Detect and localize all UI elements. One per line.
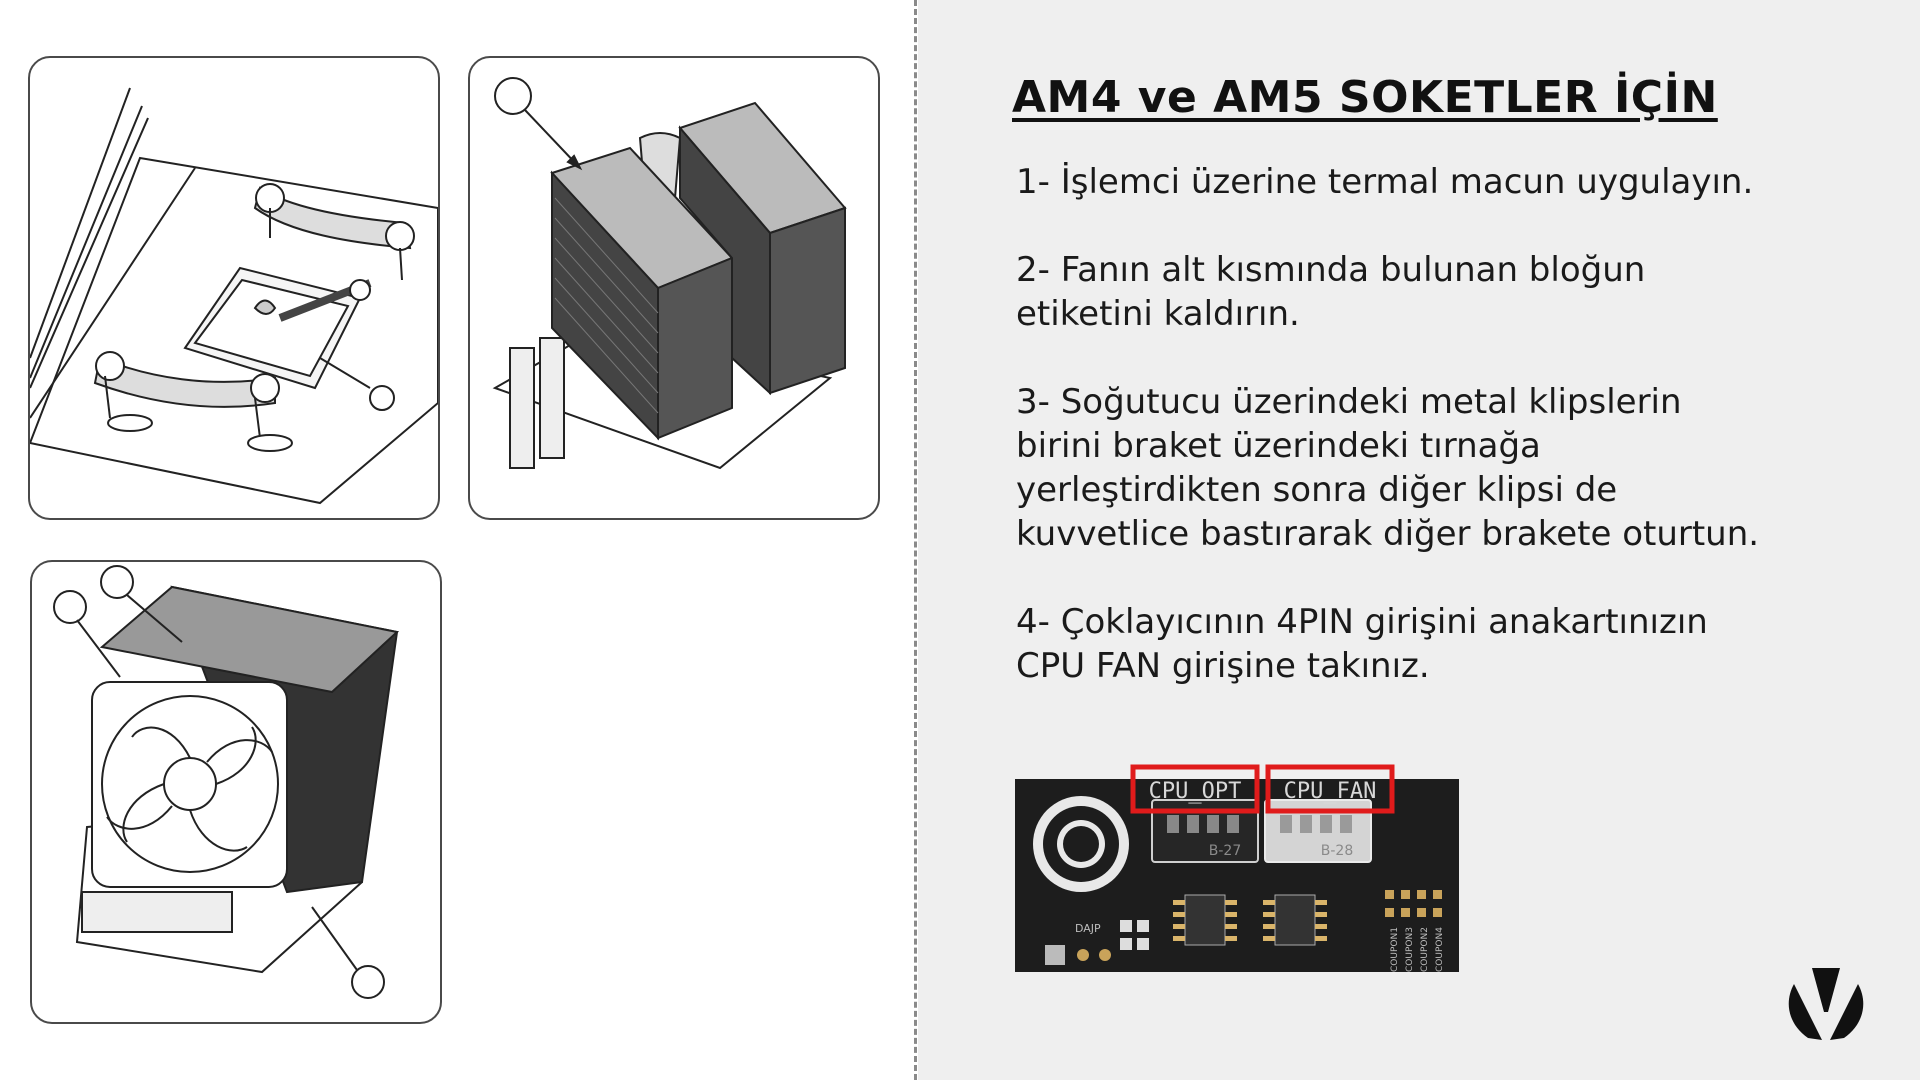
step-4: 4- Çoklayıcının 4PIN girişini anakartınızın CPU FAN girişine takınız.	[1016, 602, 1708, 686]
step1-illustration-panel	[28, 56, 440, 520]
thermal-paste-illustration	[30, 58, 438, 518]
step2-illustration-panel	[468, 56, 880, 520]
cpu-opt-label: CPU_OPT	[1148, 779, 1242, 804]
silk-coupon1: COUPON1	[1390, 927, 1400, 972]
step-2: 2- Fanın alt kısmında bulunan bloğun etiketini kaldırın.	[1016, 250, 1646, 334]
step-1: 1- İşlemci üzerine termal macun uygulayın.	[1016, 162, 1754, 202]
brand-logo-icon	[1782, 962, 1870, 1044]
silk-coupon3: COUPON3	[1405, 927, 1415, 972]
heatsink-illustration	[470, 58, 878, 518]
instruction-steps	[1016, 160, 1896, 732]
step-3: 3- Soğutucu üzerindeki metal klipslerin birini braket üzerindeki tırnağa yerleştirdikten sonra diğer klipsi de kuvvetlice bastırarak diğer brakete oturtun.	[1016, 382, 1760, 554]
silk-b27: B-27	[1208, 843, 1242, 859]
cooler-fan-illustration	[32, 562, 440, 1022]
step3-illustration-panel	[30, 560, 442, 1024]
cpu-fan-label: CPU_FAN	[1283, 779, 1377, 804]
page-title: AM4 ve AM5 SOKETLER İÇİN	[1012, 72, 1718, 123]
silk-coupon2: COUPON2	[1420, 927, 1430, 972]
dashed-divider	[914, 0, 917, 1080]
motherboard-fan-header-photo	[1015, 760, 1459, 972]
silk-b28: B-28	[1320, 843, 1354, 859]
silk-coupon4: COUPON4	[1435, 927, 1445, 972]
silk-dajp: DAJP	[1075, 922, 1101, 935]
